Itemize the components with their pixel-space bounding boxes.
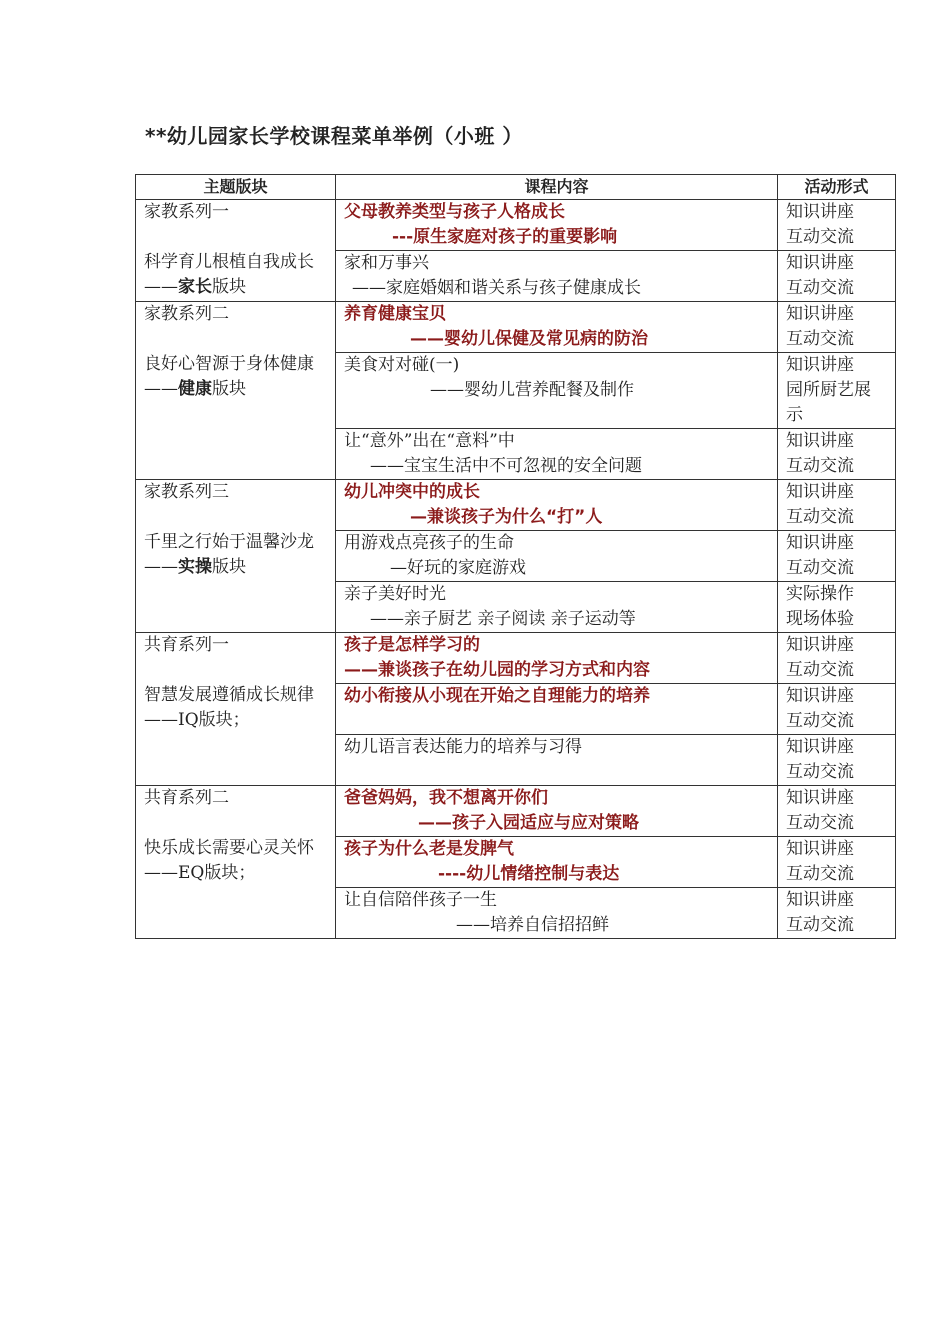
activity-form-cell bbox=[778, 531, 896, 582]
table-row bbox=[136, 633, 896, 684]
course-subtitle: ---原生家庭对孩子的重要影响 bbox=[392, 227, 618, 247]
course-subtitle: —好玩的家庭游戏 bbox=[390, 558, 526, 578]
activity-form-cell bbox=[778, 480, 896, 531]
course-subtitle: ——婴幼儿保健及常见病的防治 bbox=[410, 329, 648, 349]
activity-form: 知识讲座 bbox=[786, 839, 854, 859]
theme-desc-prefix: 科学育儿根植自我成长—— bbox=[144, 252, 314, 297]
theme-series-name: 共育系列二 bbox=[144, 788, 229, 808]
activity-form: 知识讲座 bbox=[786, 482, 854, 502]
course-title: 亲子美好时光 bbox=[344, 584, 446, 604]
theme-description bbox=[144, 352, 327, 402]
theme-description bbox=[144, 836, 327, 886]
theme-series-name: 家教系列三 bbox=[144, 482, 229, 502]
table-body bbox=[136, 200, 896, 939]
activity-form: 知识讲座 bbox=[786, 202, 854, 222]
course-subtitle: —兼谈孩子为什么“打”人 bbox=[410, 507, 603, 527]
course-content-cell bbox=[336, 837, 778, 888]
theme-desc-prefix: 智慧发展遵循成长规律——IQ版块； bbox=[144, 685, 314, 730]
course-content-cell bbox=[336, 633, 778, 684]
activity-form: 互动交流 bbox=[786, 329, 854, 349]
course-title: 幼儿冲突中的成长 bbox=[344, 482, 480, 502]
course-subtitle: ——兼谈孩子在幼儿园的学习方式和内容 bbox=[344, 660, 650, 680]
activity-form: 互动交流 bbox=[786, 227, 854, 247]
course-content-cell bbox=[336, 200, 778, 251]
course-title: 爸爸妈妈，我不想离开你们 bbox=[344, 788, 548, 808]
activity-form: 园所厨艺展 bbox=[786, 380, 871, 400]
activity-form: 互动交流 bbox=[786, 762, 854, 782]
activity-form: 互动交流 bbox=[786, 278, 854, 298]
activity-form-cell bbox=[778, 684, 896, 735]
course-title: 美食对对碰(一) bbox=[344, 355, 460, 375]
theme-description bbox=[144, 250, 327, 300]
theme-desc-keyword: 家长 bbox=[178, 277, 212, 297]
theme-desc-prefix: 千里之行始于温馨沙龙—— bbox=[144, 532, 314, 577]
course-subtitle: ——培养自信招招鲜 bbox=[456, 915, 609, 935]
activity-form: 知识讲座 bbox=[786, 788, 854, 808]
course-subtitle: ——婴幼儿营养配餐及制作 bbox=[430, 380, 634, 400]
course-content-cell bbox=[336, 786, 778, 837]
table-header-row bbox=[136, 175, 896, 200]
course-subtitle: ——宝宝生活中不可忽视的安全问题 bbox=[370, 456, 642, 476]
course-subtitle: ——家庭婚姻和谐关系与孩子健康成长 bbox=[352, 278, 641, 298]
course-content-cell bbox=[336, 302, 778, 353]
theme-cell bbox=[136, 302, 336, 480]
course-subtitle: ----幼儿情绪控制与表达 bbox=[438, 864, 620, 884]
activity-form: 知识讲座 bbox=[786, 635, 854, 655]
course-content-cell bbox=[336, 531, 778, 582]
activity-form: 互动交流 bbox=[786, 711, 854, 731]
table-row bbox=[136, 786, 896, 837]
course-title: 孩子是怎样学习的 bbox=[344, 635, 480, 655]
course-title: 幼儿语言表达能力的培养与习得 bbox=[344, 737, 582, 757]
activity-form-cell bbox=[778, 302, 896, 353]
course-menu-table bbox=[135, 174, 896, 939]
activity-form: 互动交流 bbox=[786, 456, 854, 476]
theme-description bbox=[144, 530, 327, 580]
activity-form: 示 bbox=[786, 405, 803, 425]
theme-cell bbox=[136, 200, 336, 302]
page-title: **幼儿园家长学校课程菜单举例（小班 ） bbox=[145, 124, 523, 148]
activity-form: 互动交流 bbox=[786, 813, 854, 833]
theme-description bbox=[144, 683, 327, 733]
activity-form-cell bbox=[778, 888, 896, 939]
activity-form: 互动交流 bbox=[786, 864, 854, 884]
activity-form-cell bbox=[778, 353, 896, 429]
theme-cell bbox=[136, 480, 336, 633]
course-content-cell bbox=[336, 582, 778, 633]
theme-desc-suffix: 版块 bbox=[212, 557, 246, 577]
theme-desc-suffix: 版块 bbox=[212, 379, 246, 399]
course-title: 孩子为什么老是发脾气 bbox=[344, 839, 514, 859]
course-content-cell bbox=[336, 684, 778, 735]
table-row bbox=[136, 200, 896, 251]
theme-series-name: 家教系列一 bbox=[144, 202, 229, 222]
activity-form: 知识讲座 bbox=[786, 533, 854, 553]
theme-desc-prefix: 快乐成长需要心灵关怀——EQ版块； bbox=[144, 838, 314, 883]
theme-cell bbox=[136, 786, 336, 939]
activity-form: 知识讲座 bbox=[786, 431, 854, 451]
course-title: 幼小衔接从小现在开始之自理能力的培养 bbox=[344, 686, 650, 706]
activity-form-cell bbox=[778, 786, 896, 837]
activity-form: 实际操作 bbox=[786, 584, 854, 604]
activity-form-cell bbox=[778, 251, 896, 302]
activity-form: 知识讲座 bbox=[786, 737, 854, 757]
header-form: 活动形式 bbox=[778, 175, 896, 200]
activity-form: 互动交流 bbox=[786, 915, 854, 935]
theme-desc-keyword: 实操 bbox=[178, 557, 212, 577]
activity-form: 知识讲座 bbox=[786, 304, 854, 324]
activity-form: 现场体验 bbox=[786, 609, 854, 629]
theme-desc-prefix: 良好心智源于身体健康—— bbox=[144, 354, 314, 399]
theme-desc-suffix: 版块 bbox=[212, 277, 246, 297]
course-title: 养育健康宝贝 bbox=[344, 304, 446, 324]
course-content-cell bbox=[336, 429, 778, 480]
course-title: 用游戏点亮孩子的生命 bbox=[344, 533, 514, 553]
course-content-cell bbox=[336, 353, 778, 429]
theme-cell bbox=[136, 633, 336, 786]
activity-form-cell bbox=[778, 200, 896, 251]
course-content-cell bbox=[336, 735, 778, 786]
activity-form-cell bbox=[778, 735, 896, 786]
header-theme: 主题版块 bbox=[136, 175, 336, 200]
header-content: 课程内容 bbox=[336, 175, 778, 200]
activity-form-cell bbox=[778, 633, 896, 684]
activity-form: 互动交流 bbox=[786, 558, 854, 578]
course-title: 父母教养类型与孩子人格成长 bbox=[344, 202, 565, 222]
course-title: 让“意外”出在“意料”中 bbox=[344, 431, 515, 451]
activity-form: 知识讲座 bbox=[786, 686, 854, 706]
theme-desc-keyword: 健康 bbox=[178, 379, 212, 399]
theme-series-name: 共育系列一 bbox=[144, 635, 229, 655]
activity-form: 知识讲座 bbox=[786, 355, 854, 375]
table-row bbox=[136, 302, 896, 353]
activity-form: 互动交流 bbox=[786, 660, 854, 680]
course-content-cell bbox=[336, 251, 778, 302]
activity-form-cell bbox=[778, 429, 896, 480]
course-title: 让自信陪伴孩子一生 bbox=[344, 890, 497, 910]
course-subtitle: ——亲子厨艺 亲子阅读 亲子运动等 bbox=[370, 609, 636, 629]
course-subtitle: ——孩子入园适应与应对策略 bbox=[418, 813, 639, 833]
course-content-cell bbox=[336, 888, 778, 939]
course-content-cell bbox=[336, 480, 778, 531]
activity-form: 知识讲座 bbox=[786, 253, 854, 273]
course-title: 家和万事兴 bbox=[344, 253, 429, 273]
activity-form-cell bbox=[778, 582, 896, 633]
activity-form: 知识讲座 bbox=[786, 890, 854, 910]
table-row bbox=[136, 480, 896, 531]
activity-form: 互动交流 bbox=[786, 507, 854, 527]
theme-series-name: 家教系列二 bbox=[144, 304, 229, 324]
activity-form-cell bbox=[778, 837, 896, 888]
